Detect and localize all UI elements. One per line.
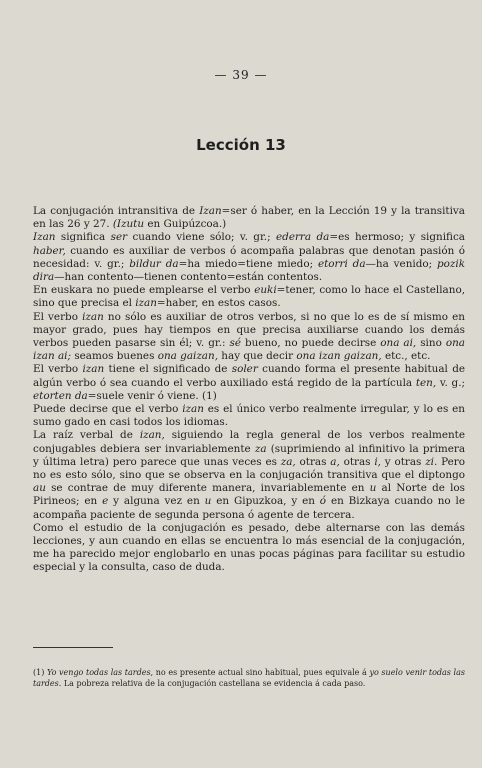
paragraph-8: Como el estudio de la conjugación es pesado, debe alternarse con las demás lecciones, y aun cuando en ellas se encuentra lo más esencial de la conjugación, me ha parecido mejor englobarlo en unas pocas páginas para facilitar su estudio especial y la consulta, caso de duda. — [33, 521, 465, 574]
paragraph-3: En euskara no puede emplearse el verbo euki=tener, como lo hace el Castellano, sino que precisa el izan=haber, en estos casos. — [33, 284, 465, 310]
footnote: (1) Yo vengo todas las tardes, no es presente actual sino habitual, pues equivale á yo suelo venir todas las tardes. La pobreza relativa de la conjugación castellana se evidencia á cada paso. — [33, 668, 465, 688]
paragraph-6: Puede decirse que el verbo izan es el único verbo realmente irregular, y lo es en sumo gado en casi todos los idiomas. — [33, 403, 465, 429]
paragraph-7: La raíz verbal de izan, siguiendo la regla general de los verbos realmente conjugables debiera ser invariablemente za (suprimiendo al infinitivo la primera y última letra) pero parece que unas veces es za, otras a, otras i, y otras zi. Pero no es esto sólo, sino que se observa en la conjugación transitiva que el diptongo au se contrae de muy diferente manera, invariablemente en u al Norte de los Pirineos; en e y alguna vez en u en Gipuzkoa, y en ó en Bizkaya cuando no le acompaña paciente de segunda persona ó agente de tercera. — [33, 429, 466, 521]
page-number: — 39 — — [214, 68, 268, 82]
footnote-divider — [33, 647, 113, 648]
body-text — [33, 205, 465, 575]
paragraph-5: El verbo izan tiene el significado de soler cuando forma el presente habitual de algún verbo ó sea cuando el verbo auxiliado está regido de la partícula ten, v. g.; etorten da=suele venir ó viene. (1) — [33, 363, 466, 402]
paragraph-2: Izan significa ser cuando viene sólo; v. gr.; ederra da=es hermoso; y significa haber, cuando es auxiliar de verbos ó acompaña palabras que denotan pasión ó necesidad: v. gr.; bildur da=ha miedo=tiene miedo; etorri da—ha venido; pozik dira—han contento—tienen contento=están contentos. — [33, 231, 465, 284]
paragraph-4: El verbo izan no sólo es auxiliar de otros verbos, si no que lo es de sí mismo en mayor grado, pues hay tiempos en que precisa auxiliarse cuando los demás verbos pueden pasarse sin él; v. gr.: sé bueno, no puede decirse ona ai, sino ona izan ai; seamos buenes ona gaizan, hay que decir ona izan gaizan, etc., etc. — [33, 310, 465, 363]
lesson-title: Lección 13 — [196, 136, 286, 154]
paragraph-1: La conjugación intransitiva de Izan=ser ó haber, en la Lección 19 y la transitiva en las 26 y 27. (Izutu en Guipúzcoa.) — [33, 205, 465, 231]
